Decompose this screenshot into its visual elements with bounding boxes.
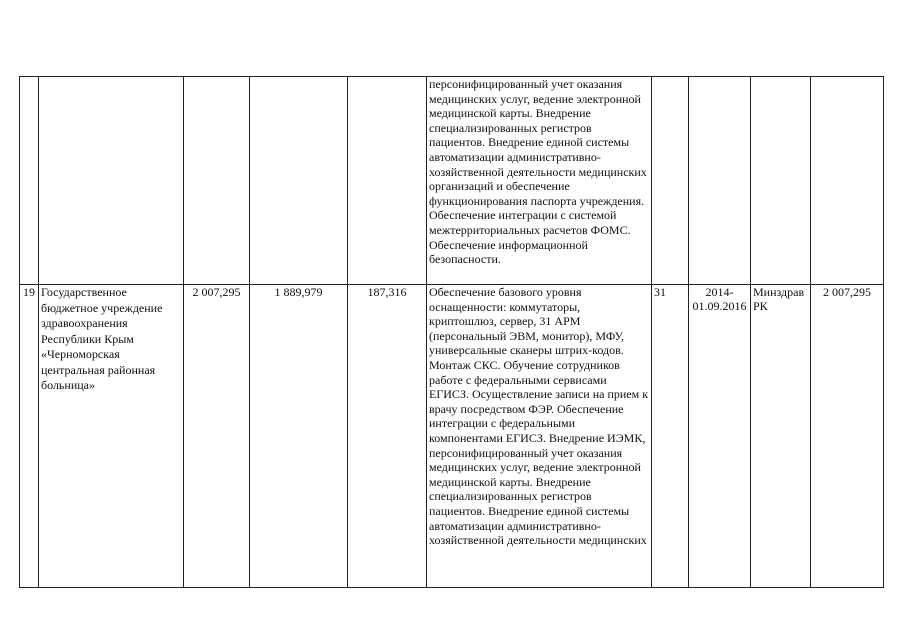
organization-cell	[39, 77, 184, 285]
executor-cell: Минздрав РК	[751, 285, 811, 588]
federal-funding-cell	[250, 77, 348, 285]
table-row	[20, 77, 884, 285]
workstation-count-cell	[652, 77, 689, 285]
workstation-count-cell: 31	[652, 285, 689, 588]
document-table	[19, 76, 884, 588]
description-cell: персонифицированный учет оказания медицинских услуг, ведение электронной медицинской карты. Внедрение специализированных регистров пациентов. Внедрение единой системы автоматизации административно-хозяйственной деятельности медицинских организаций и обеспечение функционирования паспорта учреждения. Обеспечение интеграции с системой межтерриториальных расчетов ФОМС. Обеспечение информационной безопасности.	[427, 77, 652, 285]
total-funding-cell: 2 007,295	[184, 285, 250, 588]
total-funding-cell	[184, 77, 250, 285]
period-cell	[689, 77, 751, 285]
regional-funding-cell	[348, 77, 427, 285]
description-cell: Обеспечение базового уровня оснащенности: коммутаторы, криптошлюз, сервер, 31 АРМ (персональный ЭВМ, монитор), МФУ, универсальные сканеры штрих-кодов. Монтаж СКС. Обучение сотрудников работе с федеральными сервисами ЕГИСЗ. Осуществление записи на прием к врачу посредством ФЭР. Обеспечение интеграции с федеральными компонентами ЕГИСЗ. Внедрение ИЭМК, персонифицированный учет оказания медицинских услуг, ведение электронной медицинской карты. Внедрение специализированных регистров пациентов. Внедрение единой системы автоматизации административно-хозяйственной деятельности медицинских	[427, 285, 652, 588]
period-cell: 2014-01.09.2016	[689, 285, 751, 588]
executor-cell	[751, 77, 811, 285]
organization-cell: Государственное бюджетное учреждение здравоохранения Республики Крым «Черноморская центральная районная больница»	[39, 285, 184, 588]
federal-funding-cell: 1 889,979	[250, 285, 348, 588]
amount-cell	[811, 77, 884, 285]
regional-funding-cell: 187,316	[348, 285, 427, 588]
amount-cell: 2 007,295	[811, 285, 884, 588]
row-number-cell	[20, 77, 39, 285]
table-row	[20, 285, 884, 588]
row-number-cell: 19	[20, 285, 39, 588]
